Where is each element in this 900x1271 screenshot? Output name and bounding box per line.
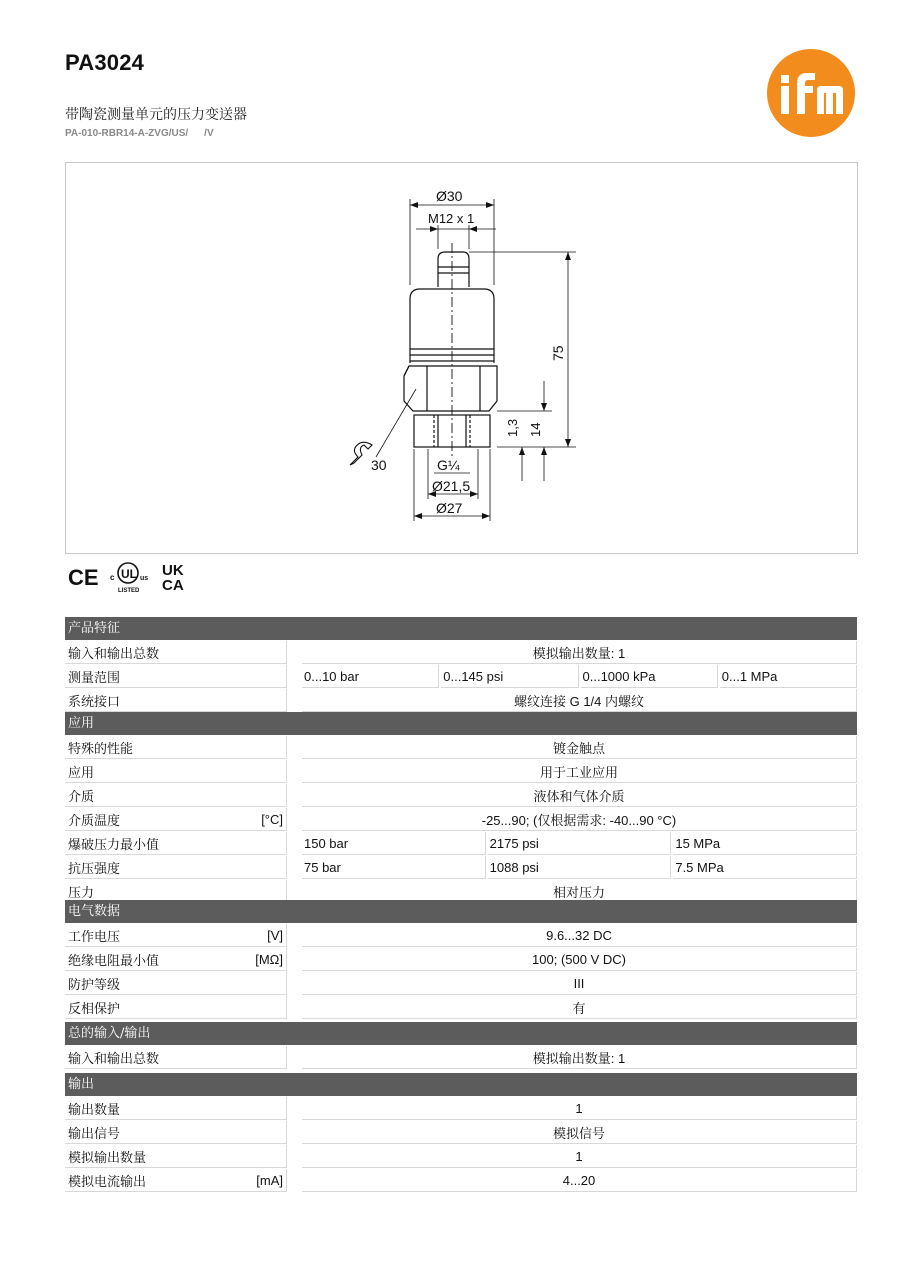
row-value: 1 (302, 1097, 857, 1120)
row-value: 1 (302, 1145, 857, 1168)
product-code-suffix: /V (204, 128, 214, 139)
product-code (65, 128, 214, 139)
row-value: 液体和气体介质 (302, 784, 857, 807)
ul-listed-icon (110, 563, 148, 594)
row-label: 输入和输出总数 (65, 641, 287, 664)
table-row (65, 972, 857, 995)
row-value: 0...1 MPa (720, 665, 857, 688)
table-row (65, 736, 857, 759)
table-row (65, 689, 857, 712)
row-value: 螺纹连接 G 1/4 内螺纹 (302, 689, 857, 712)
section-io (65, 1022, 857, 1069)
row-unit: [mA] (256, 1172, 283, 1188)
table-row (65, 948, 857, 971)
svg-text:us: us (140, 575, 149, 582)
table-row (65, 1121, 857, 1144)
table-row (65, 1145, 857, 1168)
section-electrical (65, 900, 857, 1019)
table-row (65, 1046, 857, 1069)
dim-thread-label: M12 x 1 (428, 211, 475, 226)
section-title: 电气数据 (65, 900, 857, 923)
table-row (65, 924, 857, 947)
row-value: 模拟输出数量: 1 (302, 1046, 857, 1069)
row-label: 介质 (65, 784, 287, 807)
table-row (65, 1097, 857, 1120)
table-row (65, 784, 857, 807)
row-value: 0...1000 kPa (581, 665, 718, 688)
row-value: 镀金触点 (302, 736, 857, 759)
row-value: 模拟输出数量: 1 (302, 641, 857, 664)
table-row (65, 760, 857, 783)
row-label: 绝缘电阻最小值 [MΩ] (65, 948, 287, 971)
dimension-drawing (65, 162, 858, 554)
section-outputs (65, 1073, 857, 1192)
section-application (65, 712, 857, 903)
svg-text:UL: UL (121, 567, 137, 581)
wrench-icon (350, 442, 372, 465)
drawing-svg (66, 163, 859, 555)
dim-75-label: 75 (550, 345, 566, 361)
row-label: 输出数量 (65, 1097, 287, 1120)
certification-marks (66, 560, 206, 594)
row-value: 100; (500 V DC) (302, 948, 857, 971)
row-value: 有 (302, 996, 857, 1019)
row-label: 反相保护 (65, 996, 287, 1019)
table-row (65, 641, 857, 664)
dim-13-label: 1,3 (505, 418, 520, 437)
row-label: 输出信号 (65, 1121, 287, 1144)
row-value: 150 bar (302, 832, 486, 855)
row-value: III (302, 972, 857, 995)
row-label: 特殊的性能 (65, 736, 287, 759)
dim-wrench-label: 30 (371, 457, 387, 473)
svg-text:CA: CA (162, 577, 184, 594)
table-row (65, 665, 857, 688)
ifm-logo-icon (767, 49, 855, 137)
svg-text:UK: UK (162, 562, 184, 579)
section-title: 产品特征 (65, 617, 857, 640)
row-value: 9.6...32 DC (302, 924, 857, 947)
row-unit: [MΩ] (255, 951, 283, 967)
ce-mark-icon: CE (68, 565, 99, 590)
row-unit: [°C] (261, 811, 283, 827)
section-features (65, 617, 857, 712)
dim-dia30-label: Ø30 (436, 188, 463, 204)
product-title: PA3024 (65, 50, 145, 75)
table-row (65, 856, 857, 879)
row-label: 测量范围 (65, 665, 287, 688)
ukca-mark-icon (162, 562, 184, 594)
row-value: 模拟信号 (302, 1121, 857, 1144)
table-row (65, 832, 857, 855)
product-subtitle: 带陶瓷测量单元的压力变送器 (65, 107, 247, 123)
row-label: 模拟输出数量 (65, 1145, 287, 1168)
section-title: 应用 (65, 712, 857, 735)
row-label: 防护等级 (65, 972, 287, 995)
row-value: -25...90; (仅根据需求: -40...90 °C) (302, 808, 857, 831)
row-value: 75 bar (302, 856, 486, 879)
table-row (65, 996, 857, 1019)
row-value: 1088 psi (488, 856, 672, 879)
row-value: 0...10 bar (302, 665, 439, 688)
row-label: 爆破压力最小值 (65, 832, 287, 855)
svg-text:c: c (110, 573, 115, 582)
row-value: 相对压力 (302, 880, 857, 903)
row-label: 系统接口 (65, 689, 287, 712)
dim-dia215-label: Ø21,5 (432, 478, 471, 494)
row-label: 压力 (65, 880, 287, 903)
dim-dia27-label: Ø27 (436, 500, 463, 516)
row-label: 应用 (65, 760, 287, 783)
product-code-main: PA-010-RBR14-A-ZVG/US/ (65, 128, 189, 139)
section-title: 输出 (65, 1073, 857, 1096)
row-value: 用于工业应用 (302, 760, 857, 783)
row-value: 2175 psi (488, 832, 672, 855)
table-row (65, 1169, 857, 1192)
dim-g14-label: G¼ (437, 457, 460, 473)
row-value: 0...145 psi (441, 665, 578, 688)
row-label: 输入和输出总数 (65, 1046, 287, 1069)
svg-text:LISTED: LISTED (118, 588, 140, 594)
dim-14-label: 14 (528, 422, 543, 437)
row-unit: [V] (267, 927, 283, 943)
row-value: 4...20 (302, 1169, 857, 1192)
section-title: 总的输入/输出 (65, 1022, 857, 1045)
row-label: 抗压强度 (65, 856, 287, 879)
table-row (65, 808, 857, 831)
row-value: 7.5 MPa (673, 856, 857, 879)
row-label: 工作电压 [V] (65, 924, 287, 947)
row-label: 介质温度 [°C] (65, 808, 287, 831)
row-value: 15 MPa (673, 832, 857, 855)
row-label: 模拟电流输出 [mA] (65, 1169, 287, 1192)
